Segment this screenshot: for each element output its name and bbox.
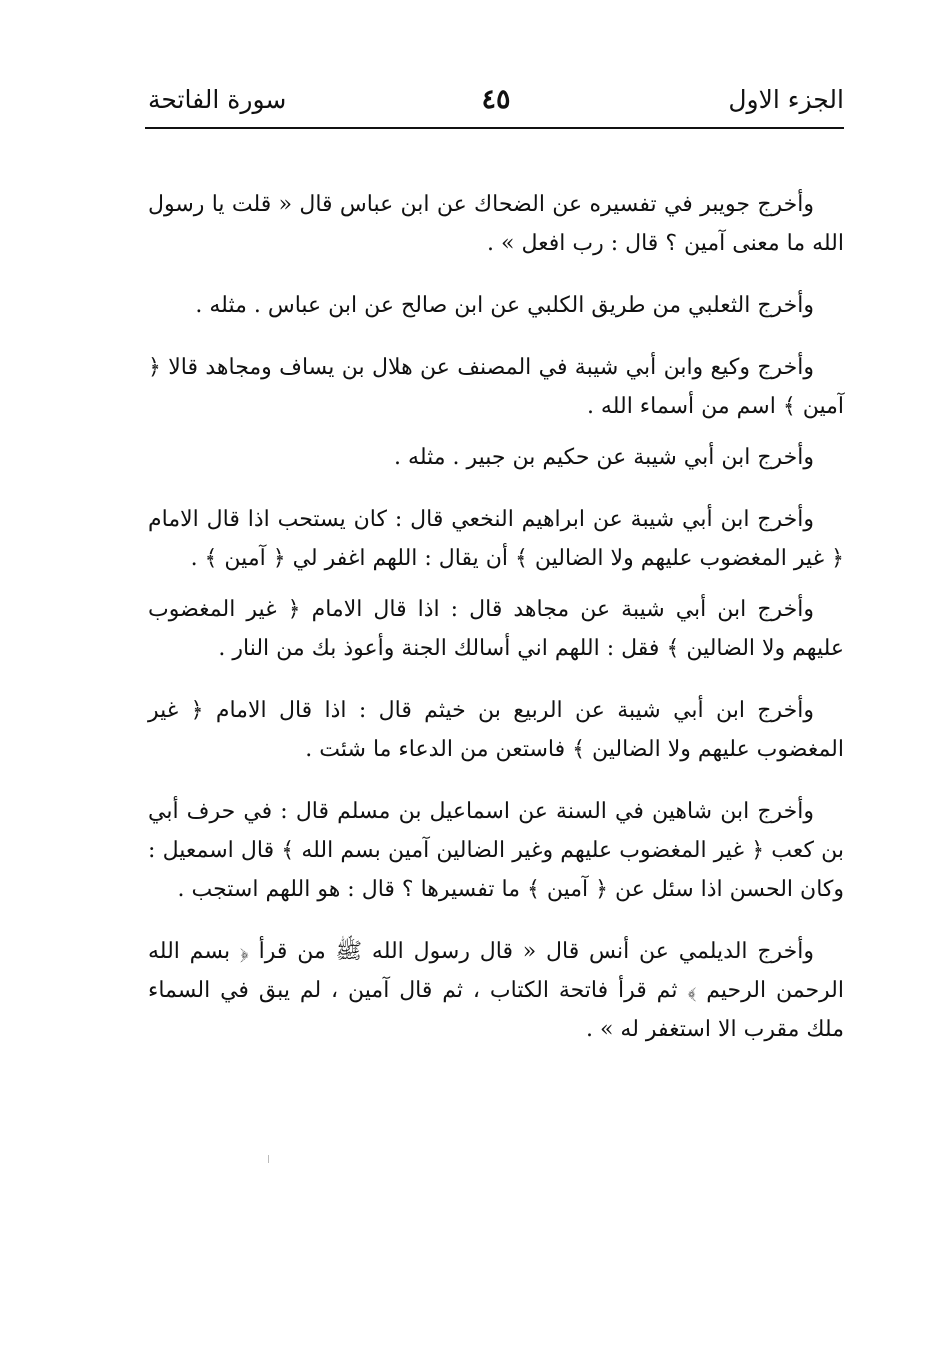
header-rule: [145, 127, 844, 129]
volume-title: الجزء الاول: [728, 85, 844, 114]
page-body: [148, 185, 844, 1072]
paragraph: وأخرج ابن شاهين في السنة عن اسماعيل بن مسلم قال : في حرف أبي بن كعب ﴿ غير المغضوب عليهم وغير الضالين آمين بسم الله ﴾ قال اسمعيل : وكان الحسن اذا سئل عن ﴿ آمين ﴾ ما تفسيرها ؟ قال : هو اللهم استجب .: [148, 799, 844, 902]
page-number: ٤٥: [481, 84, 511, 115]
paragraph: وأخرج ابن أبي شيبة عن ابراهيم النخعي قال : كان يستحب اذا قال الامام ﴿ غير المغضوب عليهم ولا الضالين ﴾ أن يقال : اللهم اغفر لي ﴿ آمين ﴾ .: [148, 507, 844, 571]
paragraph: وأخرج ابن أبي شيبة عن مجاهد قال : اذا قال الامام ﴿ غير المغضوب عليهم ولا الضالين ﴾ فقل : اللهم اني أسالك الجنة وأعوذ بك من النار .: [148, 597, 844, 661]
scan-mark: [268, 1155, 269, 1163]
paragraph: وأخرج ابن أبي شيبة عن الربيع بن خيثم قال : اذا قال الامام ﴿ غير المغضوب عليهم ولا الضالين ﴾ فاستعن من الدعاء ما شئت .: [148, 698, 844, 762]
paragraph: وأخرج الثعلبي من طريق الكلبي عن ابن صالح عن ابن عباس . مثله .: [195, 293, 814, 318]
running-head: [148, 78, 844, 122]
chapter-title: سورة الفاتحة: [148, 85, 287, 114]
paragraph: وأخرج وكيع وابن أبي شيبة في المصنف عن هلال بن يساف ومجاهد قالا ﴿ آمين ﴾ اسم من أسماء الله .: [148, 355, 844, 419]
paragraph: وأخرج جويبر في تفسيره عن الضحاك عن ابن عباس قال « قلت يا رسول الله ما معنى آمين ؟ قال : رب افعل » .: [148, 192, 844, 256]
paragraph: وأخرج الديلمي عن أنس قال « قال رسول الله ﷺ من قرأ ﴿ بسم الله الرحمن الرحيم ﴾ ثم قرأ فاتحة الكتاب ، ثم قال آمين ، لم يبق في السماء ملك مقرب الا استغفر له » .: [148, 939, 844, 1042]
paragraph: وأخرج ابن أبي شيبة عن حكيم بن جبير . مثله .: [394, 445, 814, 470]
